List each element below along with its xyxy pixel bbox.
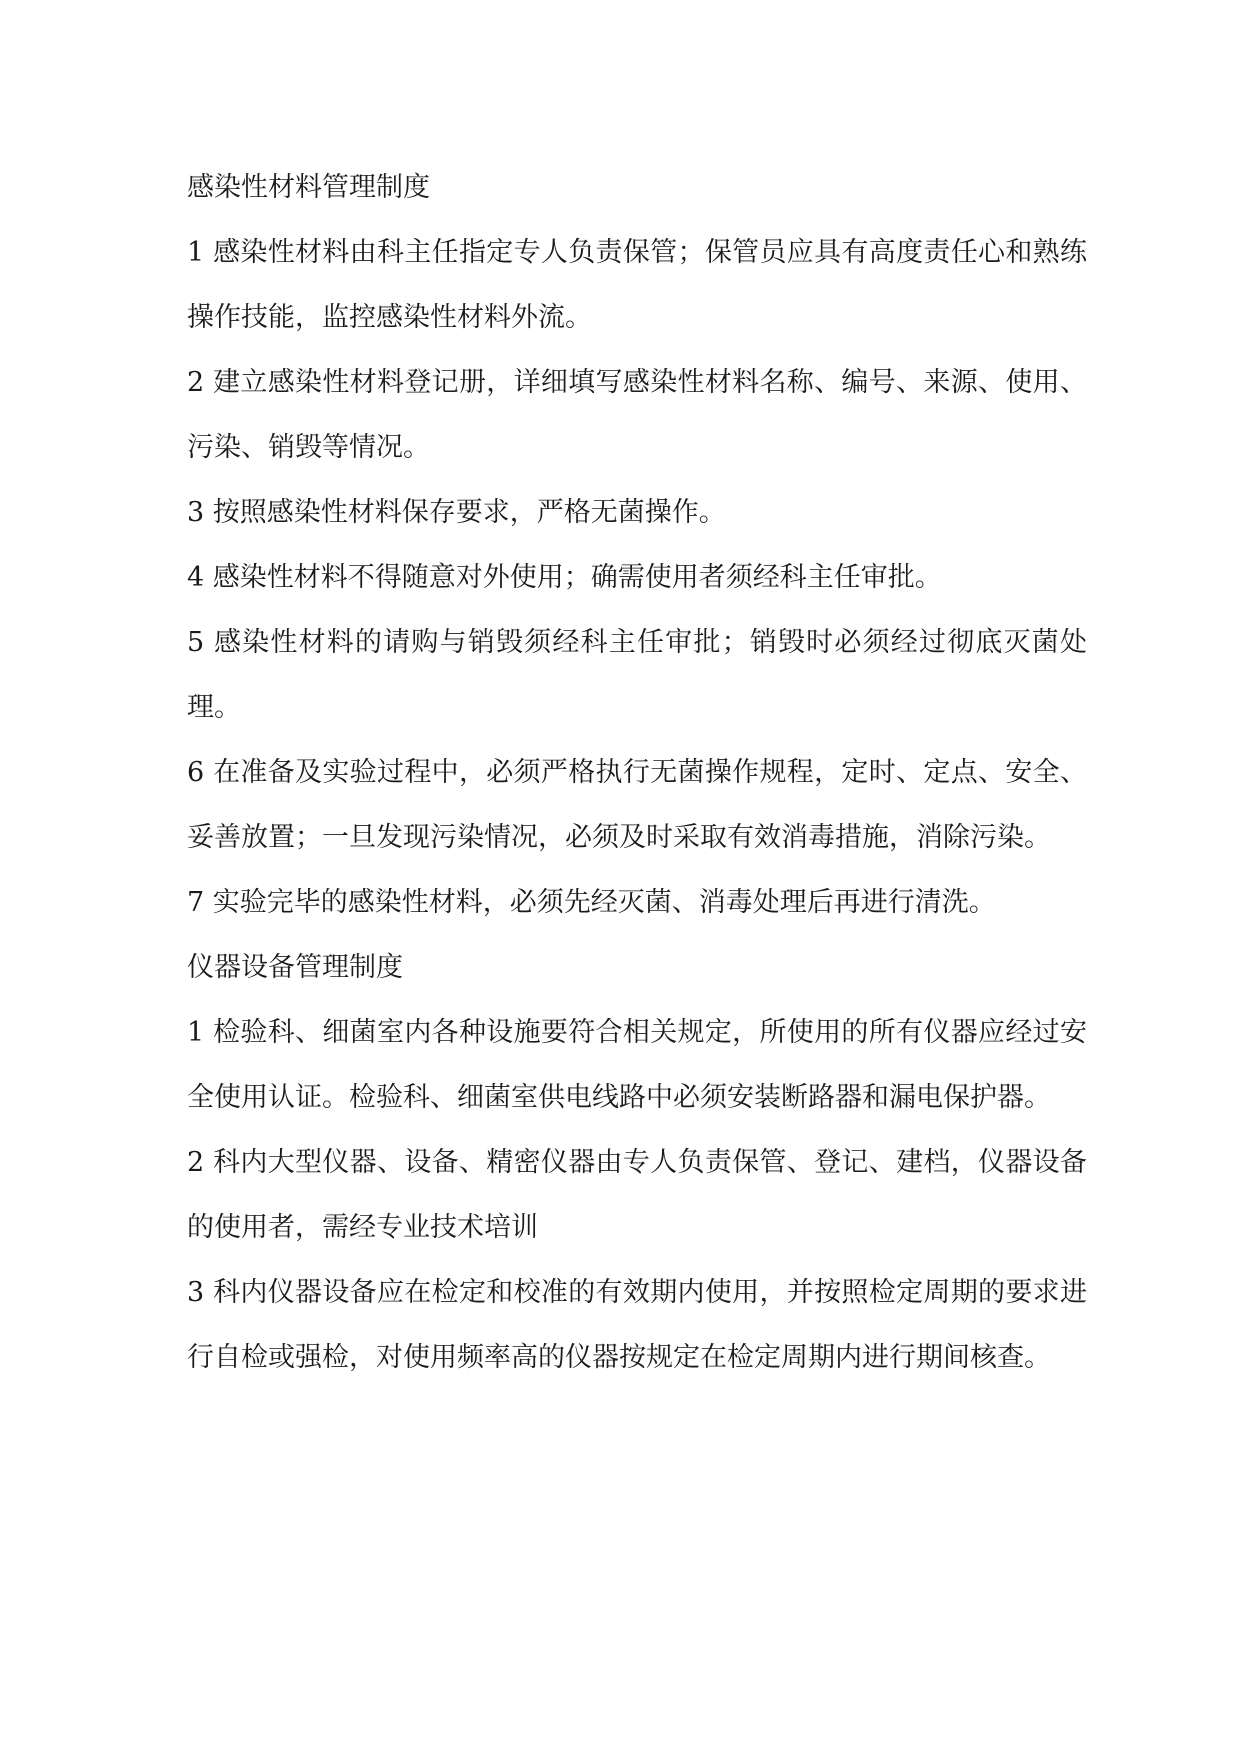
paragraph: 7 实验完毕的感染性材料，必须先经灭菌、消毒处理后再进行清洗。: [187, 887, 996, 918]
paragraph: 6 在准备及实验过程中，必须严格执行无菌操作规程，定时、定点、安全、妥善放置；一旦发现污染情况，必须及时采取有效消毒措施，消除污染。: [187, 757, 1087, 853]
paragraph: 1 检验科、细菌室内各种设施要符合相关规定，所使用的所有仪器应经过安全使用认证。检验科、细菌室供电线路中必须安装断路器和漏电保护器。: [187, 1017, 1087, 1113]
paragraph: 2 建立感染性材料登记册，详细填写感染性材料名称、编号、来源、使用、污染、销毁等情况。: [187, 367, 1087, 463]
paragraph: 3 科内仪器设备应在检定和校准的有效期内使用，并按照检定周期的要求进行自检或强检，对使用频率高的仪器按规定在检定周期内进行期间核查。: [187, 1277, 1087, 1373]
paragraph: 5 感染性材料的请购与销毁须经科主任审批；销毁时必须经过彻底灭菌处理。: [187, 627, 1087, 723]
paragraph: 1 感染性材料由科主任指定专人负责保管；保管员应具有高度责任心和熟练操作技能，监控感染性材料外流。: [187, 237, 1087, 333]
section-title-infectious-materials: 感染性材料管理制度: [187, 172, 430, 203]
paragraph: 4 感染性材料不得随意对外使用；确需使用者须经科主任审批。: [187, 562, 942, 593]
paragraph: 3 按照感染性材料保存要求，严格无菌操作。: [187, 497, 726, 528]
paragraph: 2 科内大型仪器、设备、精密仪器由专人负责保管、登记、建档，仪器设备的使用者，需经专业技术培训: [187, 1147, 1087, 1243]
section-title-equipment: 仪器设备管理制度: [187, 952, 403, 983]
document-body: [187, 155, 1087, 1390]
